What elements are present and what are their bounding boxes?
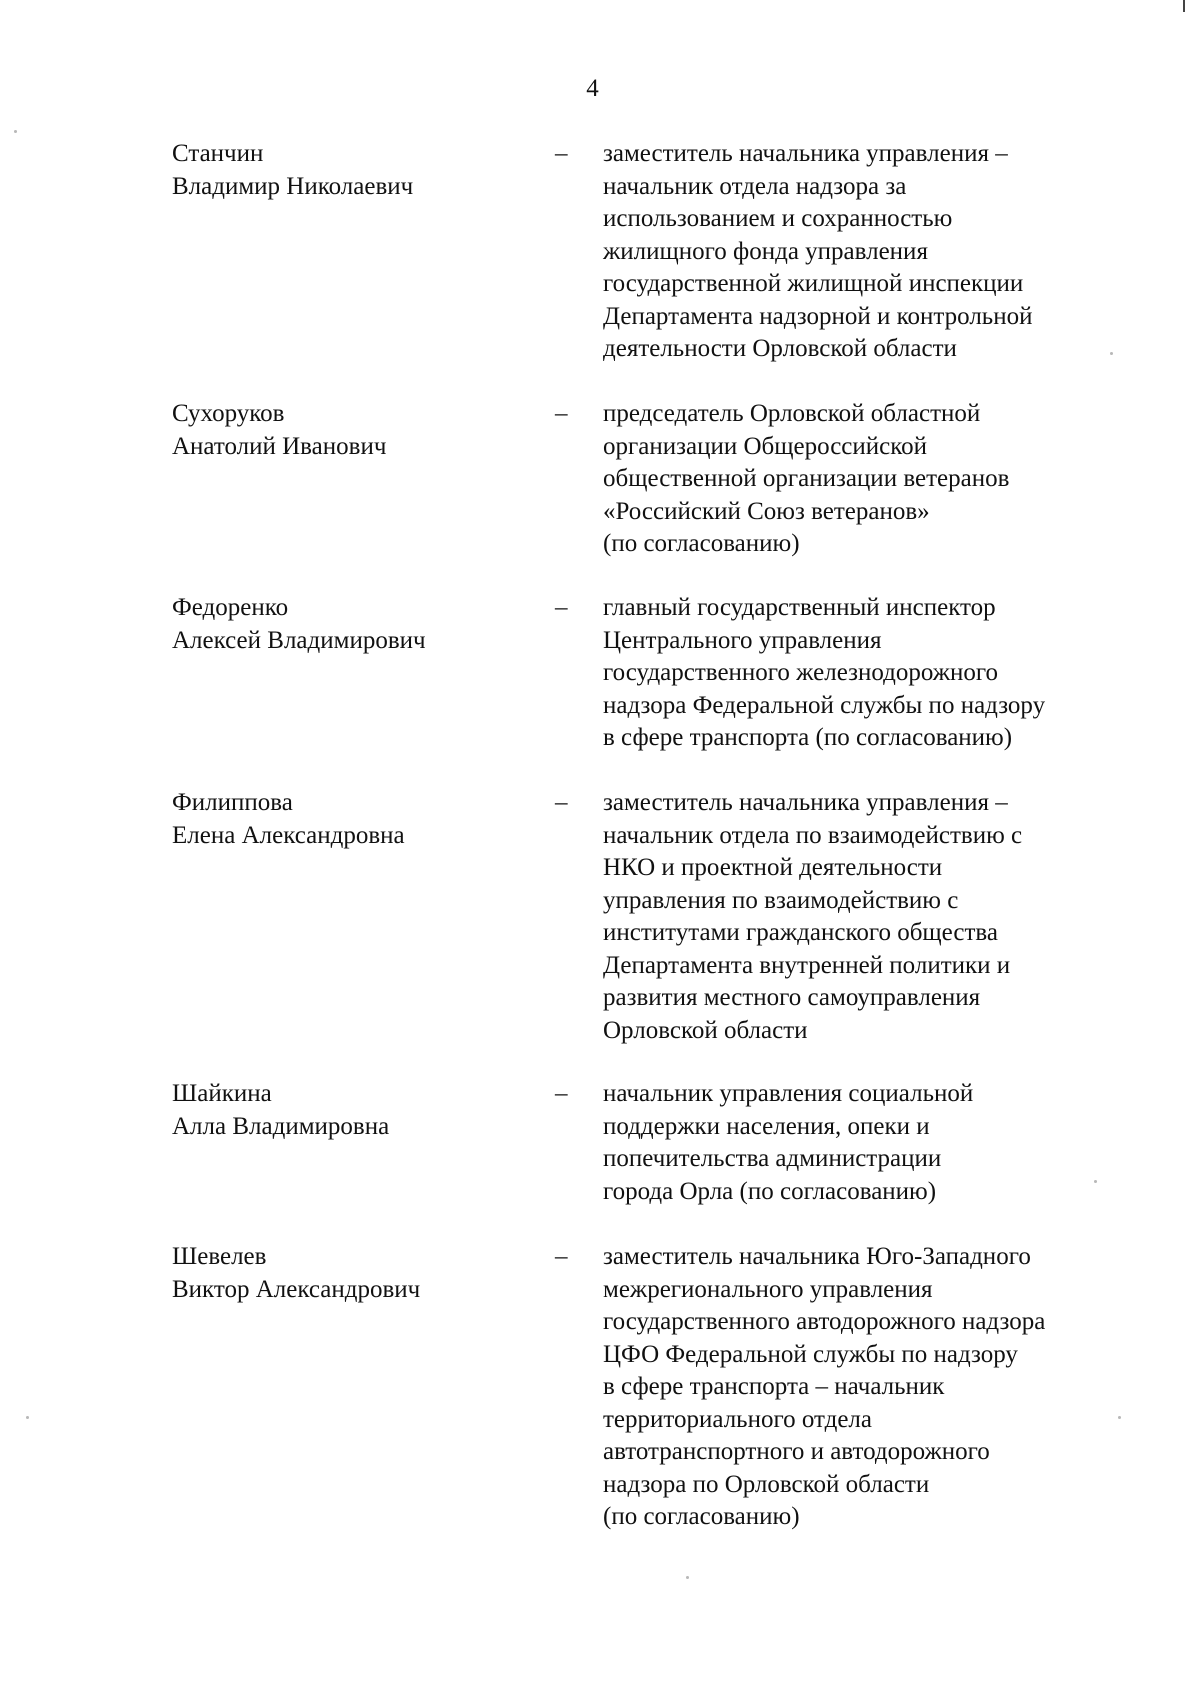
position-line: (по согласованию)	[603, 530, 800, 557]
position-line: автотранспортного и автодорожного	[603, 1438, 990, 1465]
position-line: заместитель начальника управления –	[603, 140, 1008, 167]
position-line: государственного железнодорожного	[603, 659, 999, 686]
scan-speck	[1183, 0, 1185, 12]
position-line: межрегионального управления	[603, 1275, 933, 1303]
member-position	[603, 138, 1173, 366]
scan-speck	[26, 1416, 29, 1419]
position-line: председатель Орловской областной	[603, 400, 981, 427]
member-position	[603, 592, 1173, 755]
position-line: Департамента надзорной и контрольной	[603, 302, 1033, 330]
position-line: управления по взаимодействию с	[603, 886, 959, 914]
position-line: государственной жилищной инспекции	[603, 270, 1024, 297]
member-given-names: Анатолий Иванович	[172, 432, 387, 460]
position-line: в сфере транспорта – начальник	[603, 1373, 945, 1400]
position-line: жилищного фонда управления	[603, 237, 928, 265]
dash-separator: –	[555, 789, 568, 816]
position-line: государственного автодорожного надзора	[603, 1308, 1046, 1335]
page-number: 4	[586, 75, 599, 102]
position-line: НКО и проектной деятельности	[603, 854, 943, 881]
member-position	[603, 398, 1173, 561]
position-line: территориального отдела	[603, 1405, 872, 1433]
member-name	[172, 787, 552, 852]
position-line: надзора по Орловской области	[603, 1470, 930, 1498]
member-given-names: Алла Владимировна	[172, 1112, 390, 1140]
member-given-names: Владимир Николаевич	[172, 172, 414, 200]
member-name	[172, 592, 552, 657]
member-surname: Шевелев	[172, 1243, 267, 1270]
member-surname: Сухоруков	[172, 400, 285, 427]
member-given-names: Алексей Владимирович	[172, 626, 426, 654]
position-line: институтами гражданского общества	[603, 919, 998, 946]
position-line: надзора Федеральной службы по надзору	[603, 691, 1046, 719]
position-line: попечительства администрации	[603, 1145, 942, 1172]
position-line: Департамента внутренней политики и	[603, 951, 1011, 979]
dash-separator: –	[555, 140, 568, 167]
member-name	[172, 138, 552, 203]
member-position	[603, 787, 1173, 1047]
scan-speck	[1094, 1180, 1097, 1183]
position-line: Центрального управления	[603, 626, 882, 654]
member-given-names: Виктор Александрович	[172, 1275, 421, 1303]
position-line: организации Общероссийской	[603, 432, 928, 460]
position-line: развития местного самоуправления	[603, 984, 981, 1011]
position-line: «Российский Союз ветеранов»	[603, 497, 930, 525]
scan-speck	[1118, 1416, 1121, 1419]
member-given-names: Елена Александровна	[172, 821, 405, 849]
position-line: Орловской области	[603, 1016, 808, 1044]
scan-speck	[686, 1576, 689, 1579]
member-name	[172, 398, 552, 463]
position-line: заместитель начальника управления –	[603, 789, 1008, 816]
position-line: ЦФО Федеральной службы по надзору	[603, 1340, 1018, 1368]
member-surname: Филиппова	[172, 789, 293, 816]
position-line: (по согласованию)	[603, 1503, 800, 1530]
position-line: деятельности Орловской области	[603, 335, 957, 362]
position-line: общественной организации ветеранов	[603, 465, 1010, 492]
position-line: начальник отдела надзора за	[603, 172, 907, 200]
dash-separator: –	[555, 400, 568, 427]
member-position	[603, 1078, 1173, 1208]
position-line: начальник отдела по взаимодействию с	[603, 821, 1023, 849]
member-surname: Федоренко	[172, 594, 289, 621]
dash-separator: –	[555, 1243, 568, 1270]
member-surname: Шайкина	[172, 1080, 272, 1107]
member-name	[172, 1078, 552, 1143]
dash-separator: –	[555, 1080, 568, 1107]
position-line: заместитель начальника Юго-Западного	[603, 1243, 1031, 1270]
scan-speck	[14, 130, 17, 133]
position-line: поддержки населения, опеки и	[603, 1112, 930, 1140]
position-line: города Орла (по согласованию)	[603, 1177, 937, 1205]
member-name	[172, 1241, 552, 1306]
dash-separator: –	[555, 594, 568, 621]
position-line: в сфере транспорта (по согласованию)	[603, 724, 1013, 751]
position-line: использованием и сохранностью	[603, 205, 953, 232]
position-line: главный государственный инспектор	[603, 594, 996, 621]
member-position	[603, 1241, 1173, 1534]
position-line: начальник управления социальной	[603, 1080, 974, 1107]
scan-speck	[1110, 352, 1113, 355]
member-surname: Станчин	[172, 140, 264, 167]
